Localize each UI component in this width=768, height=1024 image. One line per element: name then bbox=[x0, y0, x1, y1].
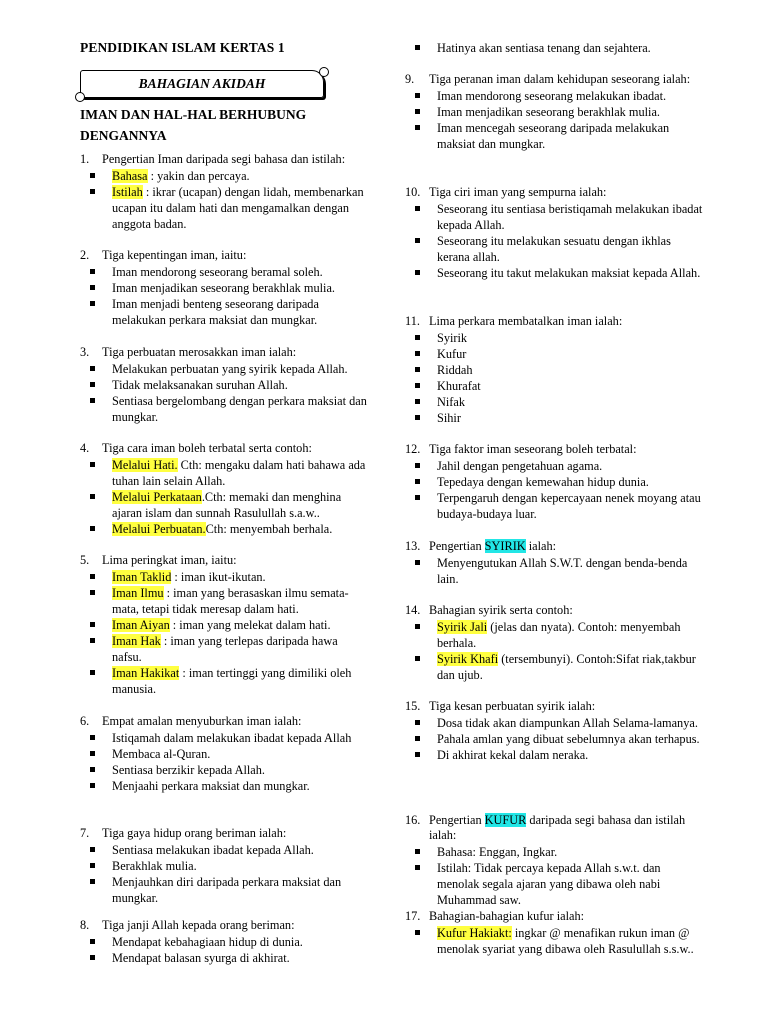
bullet-icon bbox=[415, 125, 420, 130]
question-number: 12. bbox=[405, 442, 421, 456]
bullet-icon bbox=[90, 879, 95, 884]
list-item bbox=[405, 265, 705, 281]
list-item bbox=[405, 651, 705, 683]
list-item bbox=[80, 280, 370, 296]
bullet-icon bbox=[90, 622, 95, 627]
item-text: Melakukan perbuatan yang syirik kepada Allah. bbox=[112, 362, 348, 376]
question-text: Tiga kepentingan iman, iaitu: bbox=[102, 248, 247, 262]
question-text: Tiga ciri iman yang sempurna ialah: bbox=[429, 185, 607, 199]
bullet-icon bbox=[415, 560, 420, 565]
list-item bbox=[405, 555, 705, 587]
question-8 bbox=[80, 918, 303, 966]
bullet-icon bbox=[90, 494, 95, 499]
list-item bbox=[80, 264, 370, 280]
question-3 bbox=[80, 345, 370, 425]
item-text: Seseorang itu takut melakukan maksiat kepada Allah. bbox=[437, 266, 701, 280]
bullet-icon bbox=[90, 526, 95, 531]
question-text: Bahagian-bahagian kufur ialah: bbox=[429, 909, 585, 923]
item-text: Menyengutukan Allah S.W.T. dengan benda-benda lain. bbox=[437, 556, 688, 586]
highlighted-term: Iman Ilmu bbox=[112, 586, 164, 600]
question-number: 9. bbox=[405, 72, 415, 86]
question-number: 1. bbox=[80, 152, 90, 166]
highlighted-term: Iman Hak bbox=[112, 634, 161, 648]
bullet-icon bbox=[415, 109, 420, 114]
question-12 bbox=[405, 442, 705, 522]
list-item bbox=[405, 844, 705, 860]
item-text: Sihir bbox=[437, 411, 461, 425]
item-text: Sentiasa melakukan ibadat kepada Allah. bbox=[112, 843, 314, 857]
question-text: Tiga faktor iman seseorang boleh terbatal: bbox=[429, 442, 637, 456]
list-item bbox=[80, 361, 370, 377]
question-14 bbox=[405, 603, 705, 683]
item-text: Tepedaya dengan kemewahan hidup dunia. bbox=[437, 475, 649, 489]
bullet-icon bbox=[90, 670, 95, 675]
bullet-icon bbox=[90, 398, 95, 403]
item-text: Istiqamah dalam melakukan ibadat kepada Allah bbox=[112, 731, 352, 745]
highlighted-term: Kufur Hakiakt: bbox=[437, 926, 512, 940]
highlighted-term: SYIRIK bbox=[484, 539, 526, 553]
highlighted-term: Iman Hakikat bbox=[112, 666, 180, 680]
question-text: Tiga kesan perbuatan syirik ialah: bbox=[429, 699, 596, 713]
list-item bbox=[80, 184, 370, 232]
list-item bbox=[405, 925, 705, 957]
question-1 bbox=[80, 152, 370, 232]
bullet-icon bbox=[90, 285, 95, 290]
list-item bbox=[405, 458, 705, 474]
question-text: Tiga janji Allah kepada orang beriman: bbox=[102, 918, 295, 932]
question-number: 7. bbox=[80, 826, 90, 840]
list-item bbox=[405, 731, 700, 747]
highlighted-term: Syirik Khafi bbox=[437, 652, 499, 666]
item-text: : ikrar (ucapan) dengan lidah, membenarkan ucapan itu dalam hati dan mengamalkan dengan anggota badan. bbox=[112, 185, 364, 231]
question-text: daripada segi bahasa dan istilah ialah: bbox=[429, 813, 686, 842]
list-item bbox=[80, 633, 370, 665]
item-text: : iman ikut-ikutan. bbox=[171, 570, 266, 584]
question-number: 5. bbox=[80, 553, 90, 567]
item-text: (jelas dan nyata). Contoh: menyembah berhala. bbox=[437, 620, 681, 650]
item-text: Iman mencegah seseorang daripada melakukan maksiat dan mungkar. bbox=[437, 121, 670, 151]
list-item bbox=[80, 168, 370, 184]
item-text: : iman yang terlepas daripada hawa nafsu. bbox=[112, 634, 338, 664]
question-number: 15. bbox=[405, 699, 421, 713]
item-text: Berakhlak mulia. bbox=[112, 859, 197, 873]
question-9 bbox=[405, 72, 705, 152]
item-text: Istilah: Tidak percaya kepada Allah s.w.t. dan menolak segala ajaran yang dibawa oleh nabi Muhammad saw. bbox=[437, 861, 661, 907]
bullet-icon bbox=[415, 656, 420, 661]
list-item bbox=[80, 874, 370, 906]
bullet-icon bbox=[90, 863, 95, 868]
item-text: Iman mendorong seseorang melakukan ibadat. bbox=[437, 89, 667, 103]
question-8-continued bbox=[405, 40, 651, 56]
list-item bbox=[405, 104, 705, 120]
item-text: Di akhirat kekal dalam neraka. bbox=[437, 748, 589, 762]
item-text: : iman tertinggi yang dimiliki oleh manusia. bbox=[112, 666, 352, 696]
question-text: Lima perkara membatalkan iman ialah: bbox=[429, 314, 623, 328]
question-17 bbox=[405, 909, 705, 957]
item-text: Syirik bbox=[437, 331, 468, 345]
question-number: 4. bbox=[80, 441, 90, 455]
item-text: Membaca al-Quran. bbox=[112, 747, 211, 761]
list-item bbox=[80, 296, 370, 328]
question-16 bbox=[405, 813, 705, 908]
bullet-icon bbox=[415, 367, 420, 372]
list-item bbox=[405, 330, 622, 346]
question-text: ialah: bbox=[525, 539, 557, 553]
list-item bbox=[80, 377, 370, 393]
question-text: Empat amalan menyuburkan iman ialah: bbox=[102, 714, 302, 728]
highlighted-term: Iman Taklid bbox=[112, 570, 172, 584]
item-text: : yakin dan percaya. bbox=[147, 169, 250, 183]
question-text: Tiga perbuatan merosakkan iman ialah: bbox=[102, 345, 297, 359]
bullet-icon bbox=[90, 366, 95, 371]
question-13 bbox=[405, 539, 705, 587]
highlighted-term: KUFUR bbox=[484, 813, 527, 827]
list-item bbox=[405, 40, 651, 56]
list-item bbox=[405, 394, 622, 410]
list-item bbox=[405, 346, 622, 362]
question-text: Bahagian syirik serta contoh: bbox=[429, 603, 573, 617]
question-text: Tiga cara iman boleh terbatal serta contoh: bbox=[102, 441, 312, 455]
question-text: Pengertian bbox=[429, 539, 485, 553]
question-number: 10. bbox=[405, 185, 421, 199]
bullet-icon bbox=[415, 752, 420, 757]
list-item bbox=[405, 120, 705, 152]
bullet-icon bbox=[90, 847, 95, 852]
item-text: Sentiasa berzikir kepada Allah. bbox=[112, 763, 265, 777]
item-text: (tersembunyi). Contoh:Sifat riak,takbur dan ujub. bbox=[437, 652, 696, 682]
item-text: Bahasa: Enggan, Ingkar. bbox=[437, 845, 558, 859]
highlighted-term: Iman Aiyan bbox=[112, 618, 170, 632]
banner-title: BAHAGIAN AKIDAH bbox=[138, 76, 266, 91]
topic-heading: IMAN DAN HAL-HAL BERHUBUNG DENGANNYA bbox=[80, 107, 307, 143]
list-item bbox=[80, 617, 370, 633]
item-text: : iman yang berasaskan ilmu semata-mata, tetapi tidak meresap dalam hati. bbox=[112, 586, 349, 616]
list-item bbox=[80, 746, 351, 762]
question-10 bbox=[405, 185, 705, 281]
bullet-icon bbox=[415, 383, 420, 388]
bullet-icon bbox=[90, 269, 95, 274]
item-text: Hatinya akan sentiasa tenang dan sejahtera. bbox=[437, 41, 651, 55]
question-number: 16. bbox=[405, 813, 421, 827]
item-text: Seseorang itu melakukan sesuatu dengan ikhlas kerana allah. bbox=[437, 234, 671, 264]
bullet-icon bbox=[415, 399, 420, 404]
question-4 bbox=[80, 441, 370, 537]
list-item bbox=[405, 378, 622, 394]
question-text: Pengertian Iman daripada segi bahasa dan istilah: bbox=[102, 152, 346, 166]
highlighted-term: Melalui Perbuatan. bbox=[112, 522, 206, 536]
question-text: Lima peringkat iman, iaitu: bbox=[102, 553, 237, 567]
bullet-icon bbox=[90, 735, 95, 740]
item-text: Pahala amlan yang dibuat sebelumnya akan terhapus. bbox=[437, 732, 700, 746]
question-number: 3. bbox=[80, 345, 90, 359]
list-item bbox=[80, 393, 370, 425]
item-text: Iman menjadi benteng seseorang daripada melakukan perkara maksiat dan mungkar. bbox=[112, 297, 319, 327]
list-item bbox=[405, 619, 705, 651]
bullet-icon bbox=[90, 767, 95, 772]
bullet-icon bbox=[415, 45, 420, 50]
item-text: Terpengaruh dengan kepercayaan nenek moyang atau budaya-budaya luar. bbox=[437, 491, 701, 521]
highlighted-term: Melalui Perkataan bbox=[112, 490, 202, 504]
bullet-icon bbox=[415, 720, 420, 725]
bullet-icon bbox=[415, 238, 420, 243]
bullet-icon bbox=[415, 93, 420, 98]
question-number: 14. bbox=[405, 603, 421, 617]
list-item bbox=[405, 410, 622, 426]
bullet-icon bbox=[90, 590, 95, 595]
list-item bbox=[405, 88, 705, 104]
bullet-icon bbox=[90, 189, 95, 194]
item-text: Cth: menyembah berhala. bbox=[205, 522, 333, 536]
question-number: 11. bbox=[405, 314, 420, 328]
item-text: Sentiasa bergelombang dengan perkara maksiat dan mungkar. bbox=[112, 394, 367, 424]
bullet-icon bbox=[90, 382, 95, 387]
highlighted-term: Istilah bbox=[112, 185, 143, 199]
bullet-icon bbox=[415, 206, 420, 211]
item-text: Mendapat kebahagiaan hidup di dunia. bbox=[112, 935, 303, 949]
bullet-icon bbox=[90, 955, 95, 960]
item-text: Nifak bbox=[437, 395, 465, 409]
item-text: Tidak melaksanakan suruhan Allah. bbox=[112, 378, 288, 392]
question-number: 8. bbox=[80, 918, 90, 932]
question-2 bbox=[80, 248, 370, 328]
question-number: 13. bbox=[405, 539, 421, 553]
list-item bbox=[405, 715, 700, 731]
list-item bbox=[405, 362, 622, 378]
question-text: Tiga gaya hidup orang beriman ialah: bbox=[102, 826, 287, 840]
question-6 bbox=[80, 714, 351, 794]
list-item bbox=[80, 762, 351, 778]
question-11 bbox=[405, 314, 622, 426]
highlighted-term: Bahasa bbox=[112, 169, 148, 183]
item-text: .Cth: memaki dan menghina ajaran islam dan sunnah Rasulullah s.a.w.. bbox=[112, 490, 342, 520]
list-item bbox=[80, 457, 370, 489]
list-item bbox=[80, 569, 370, 585]
list-item bbox=[80, 858, 370, 874]
list-item bbox=[405, 201, 705, 233]
question-5 bbox=[80, 553, 370, 697]
item-text: Iman menjadikan seseorang berakhlak mulia. bbox=[437, 105, 660, 119]
item-text: : iman yang melekat dalam hati. bbox=[169, 618, 331, 632]
bullet-icon bbox=[415, 270, 420, 275]
highlighted-term: Syirik Jali bbox=[437, 620, 488, 634]
list-item bbox=[80, 730, 351, 746]
list-item bbox=[405, 233, 705, 265]
list-item bbox=[80, 842, 370, 858]
item-text: Menjauhkan diri daripada perkara maksiat dan mungkar. bbox=[112, 875, 342, 905]
bullet-icon bbox=[90, 173, 95, 178]
bullet-icon bbox=[415, 495, 420, 500]
list-item bbox=[405, 490, 705, 522]
bullet-icon bbox=[90, 783, 95, 788]
list-item bbox=[80, 950, 303, 966]
question-number: 6. bbox=[80, 714, 90, 728]
item-text: Iman menjadikan seseorang berakhlak mulia. bbox=[112, 281, 335, 295]
bullet-icon bbox=[415, 736, 420, 741]
bullet-icon bbox=[415, 624, 420, 629]
item-text: Riddah bbox=[437, 363, 473, 377]
list-item bbox=[80, 934, 303, 950]
bullet-icon bbox=[90, 939, 95, 944]
bullet-icon bbox=[415, 479, 420, 484]
highlighted-term: Melalui Hati. bbox=[112, 458, 178, 472]
document-title: PENDIDIKAN ISLAM KERTAS 1 bbox=[80, 40, 285, 55]
item-text: Iman mendorong seseorang beramal soleh. bbox=[112, 265, 323, 279]
bullet-icon bbox=[415, 463, 420, 468]
question-7 bbox=[80, 826, 370, 906]
bullet-icon bbox=[90, 462, 95, 467]
bullet-icon bbox=[90, 301, 95, 306]
question-number: 17. bbox=[405, 909, 421, 923]
item-text: Khurafat bbox=[437, 379, 481, 393]
list-item bbox=[405, 747, 700, 763]
item-text: Cth: mengaku dalam hati bahawa ada tuhan lain selain Allah. bbox=[112, 458, 366, 488]
bullet-icon bbox=[415, 351, 420, 356]
bullet-icon bbox=[415, 335, 420, 340]
question-15 bbox=[405, 699, 700, 763]
bullet-icon bbox=[90, 574, 95, 579]
bullet-icon bbox=[90, 638, 95, 643]
item-text: Seseorang itu sentiasa beristiqamah melakukan ibadat kepada Allah. bbox=[437, 202, 703, 232]
list-item bbox=[80, 585, 370, 617]
list-item bbox=[405, 860, 705, 908]
item-text: Mendapat balasan syurga di akhirat. bbox=[112, 951, 290, 965]
bullet-icon bbox=[415, 415, 420, 420]
item-text: Kufur bbox=[437, 347, 467, 361]
section-banner bbox=[80, 70, 324, 98]
bullet-icon bbox=[415, 930, 420, 935]
question-text: Tiga peranan iman dalam kehidupan seseorang ialah: bbox=[429, 72, 691, 86]
list-item bbox=[80, 521, 370, 537]
question-number: 2. bbox=[80, 248, 90, 262]
list-item bbox=[80, 778, 351, 794]
bullet-icon bbox=[415, 849, 420, 854]
question-text: Pengertian bbox=[429, 813, 485, 827]
bullet-icon bbox=[415, 865, 420, 870]
item-text: ingkar @ menafikan rukun iman @ menolak syariat yang dibawa oleh Rasulullah s.s.w.. bbox=[437, 926, 694, 956]
list-item bbox=[405, 474, 705, 490]
list-item bbox=[80, 665, 370, 697]
item-text: Dosa tidak akan diampunkan Allah Selama-lamanya. bbox=[437, 716, 698, 730]
item-text: Menjaahi perkara maksiat dan mungkar. bbox=[112, 779, 310, 793]
item-text: Jahil dengan pengetahuan agama. bbox=[437, 459, 603, 473]
bullet-icon bbox=[90, 751, 95, 756]
banner-scroll-curl bbox=[75, 92, 85, 102]
list-item bbox=[80, 489, 370, 521]
